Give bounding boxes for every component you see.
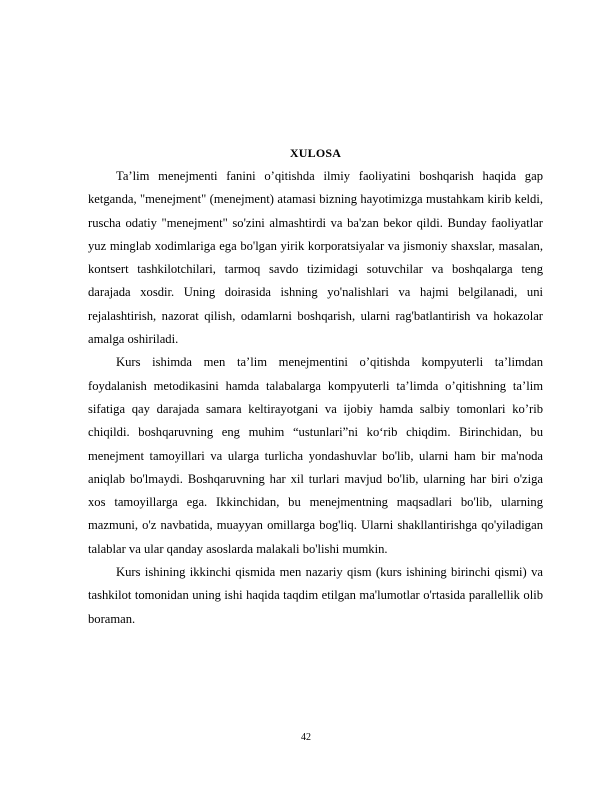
paragraph-3: Kurs ishining ikkinchi qismida men nazariy qism (kurs ishining birinchi qismi) va tashkilot tomonidan uning ishi haqida taqdim etilgan ma'lumotlar o'rtasida parallellik olib boraman. [88, 565, 543, 626]
paragraph-1: Ta’lim menejmenti fanini o’qitishda ilmiy faoliyatini boshqarish haqida gap ketganda, "menejment" (menejment) atamasi bizning hayotimizga mustahkam kirib keldi, ruscha odatiy "menejment" so'zini almashtirdi va ba'zan bekor qildi. Bunday faoliyatlar yuz minglab xodimlariga ega bo'lgan yirik korporatsiyalar va jismoniy shaxslar, masalan, kontsert tashkilotchilari, tarmoq savdo tizimidagi sotuvchilar va boshqalarga teng darajada xosdir. Uning doirasida ishning yo'nalishlari va hajmi belgilanadi, uni rejalashtirish, nazorat qilish, odamlarni boshqarish, ularni rag'batlantirish va hokazolar amalga oshiriladi. [88, 169, 543, 347]
page-number: 42 [301, 732, 311, 743]
section-title: XULOSA [289, 146, 342, 160]
page-content [88, 147, 543, 631]
paragraph-2: Kurs ishimda men ta’lim menejmentini o’qitishda kompyuterli ta’limdan foydalanish metodikasini hamda talabalarga kompyuterli ta’limda o’qitishning ta’lim sifatiga qay darajada samara keltirayotgani va ijobiy hamda salbiy tomonlari ko’rib chiqildi. boshqaruvning eng muhim “ustunlari”ni ko‘rib chiqdim. Birinchidan, bu menejment tamoyillari va ularga turlicha yondashuvlar bo'lib, ularni ham bir ma'noda aniqlab bo'lmaydi. Boshqaruvning har xil turlari mavjud bo'lib, ularning har biri o'ziga xos tamoyillarga ega. Ikkinchidan, bu menejmentning maqsadlari bo'lib, ularning mazmuni, o'z navbatida, muayyan omillarga bog'liq. Ularni shakllantirishga qo'yiladigan talablar va ular qanday asoslarda malakali bo'lishi mumkin. [88, 355, 543, 556]
